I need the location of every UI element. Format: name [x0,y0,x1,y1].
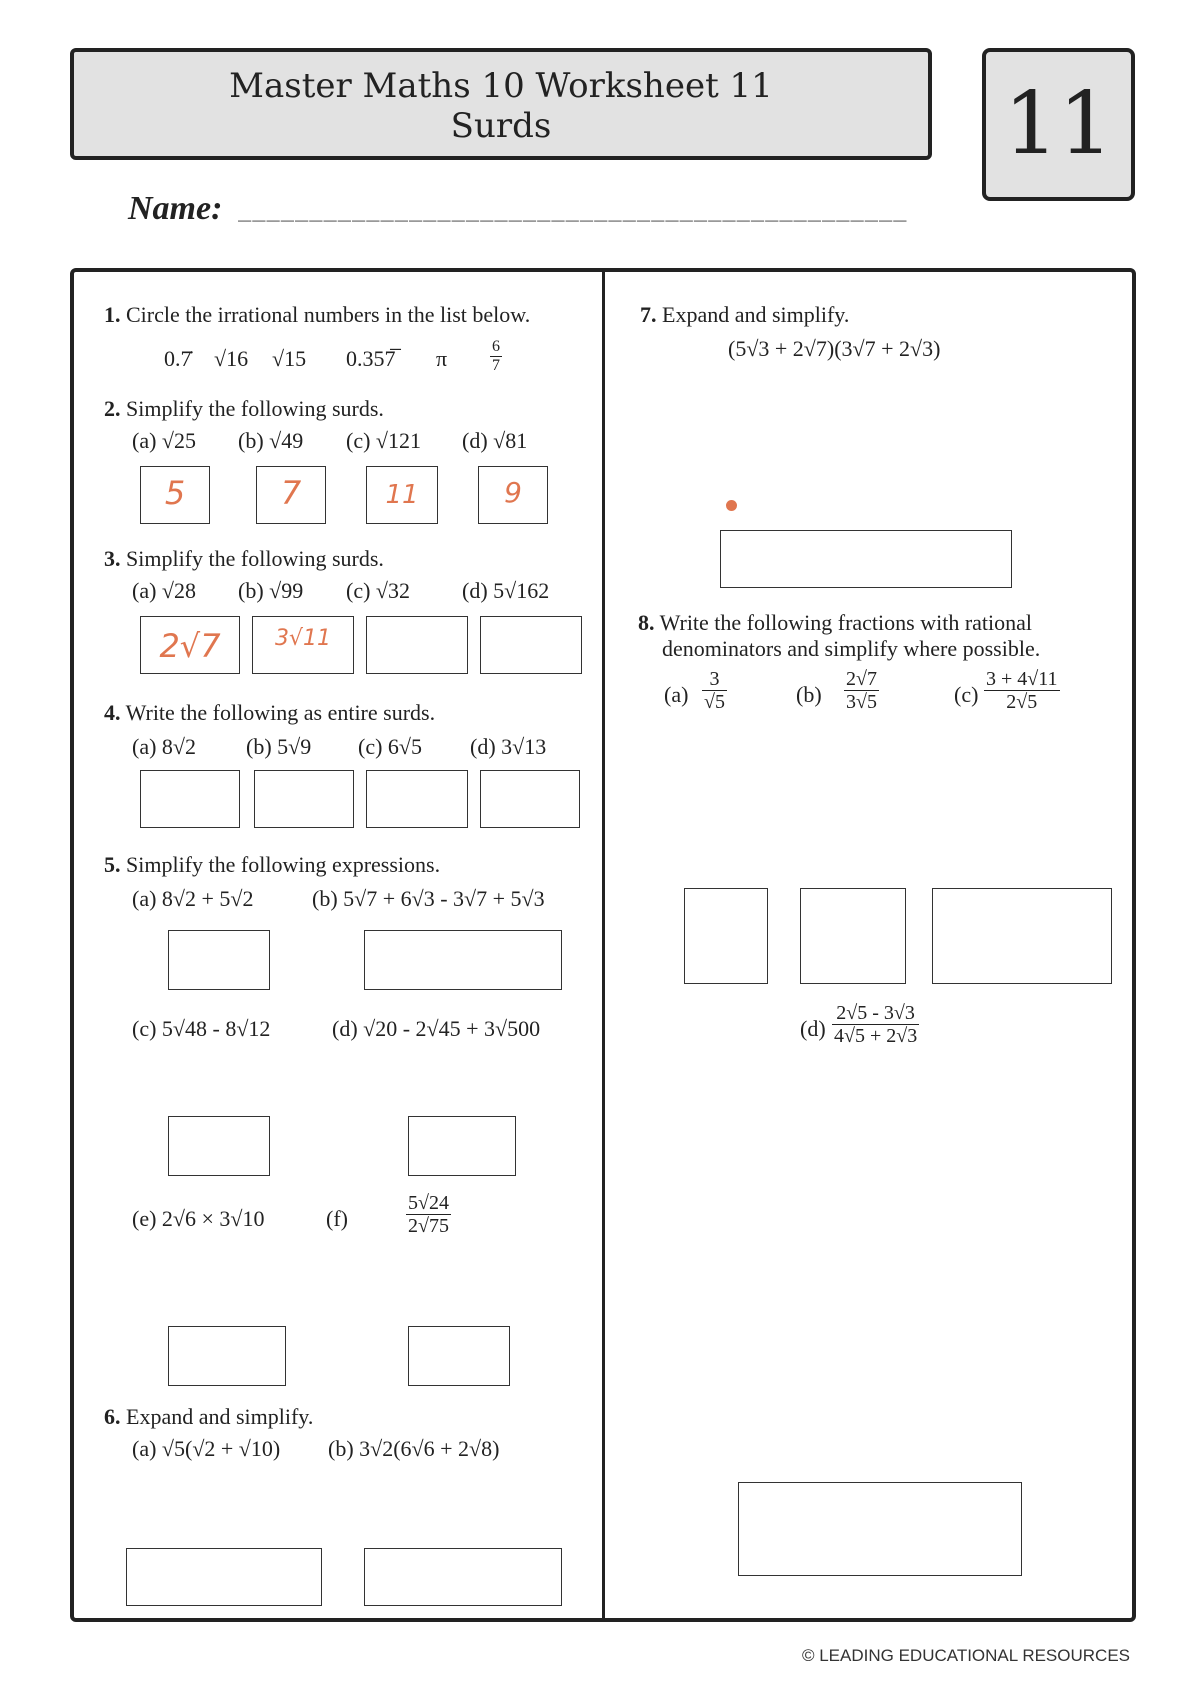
fraction-numerator: 2√7 [846,668,877,690]
q8-part-d-fraction [832,1002,919,1047]
question-number: 7. [640,302,657,327]
question-1 [104,302,530,328]
q6-answer-box-a[interactable] [126,1548,322,1606]
q4-part-b: (b) 5√9 [246,734,312,759]
q1-item-4[interactable]: 0.357̅ [346,346,396,371]
q8-part-d-label: (d) [800,1016,826,1041]
question-5 [104,852,440,878]
q3-answer-box-d[interactable] [480,616,582,674]
fraction-numerator: 3 [702,668,727,691]
worksheet-title: Master Maths 10 Worksheet 11 [229,66,773,106]
question-number: 8. [638,610,655,635]
q5-answer-box-c[interactable] [168,1116,270,1176]
question-number: 3. [104,546,121,571]
question-text: Write the following fractions with rational [659,610,1033,635]
q1-item-2[interactable]: √16 [214,346,249,371]
q8-part-b-fraction [844,668,879,713]
q8-answer-box-b[interactable] [800,888,906,984]
q8-answer-box-c[interactable] [932,888,1112,984]
q3-answer-box-b[interactable]: 3√11 [252,616,354,674]
worksheet-topic: Surds [450,106,552,146]
copyright-footer: © LEADING EDUCATIONAL RESOURCES [801,1646,1130,1665]
fraction-numerator: 5√24 [408,1192,449,1214]
q4-part-c: (c) 6√5 [358,734,422,759]
fraction-denominator: 7 [492,357,500,374]
q5-part-e: (e) 2√6 × 3√10 [132,1206,265,1231]
q4-part-a: (a) 8√2 [132,734,196,759]
q6-part-a: (a) √5(√2 + √10) [132,1436,281,1461]
pen-dot-mark [726,500,737,511]
question-text: Write the following as entire surds. [125,700,436,725]
fraction-numerator: 3 + 4√11 [986,668,1058,690]
q3-part-b: (b) √99 [238,578,304,603]
q2-answer-box-c[interactable]: 11 [366,466,438,524]
q1-item-1[interactable]: 0.7̇ [164,346,192,371]
q5-part-f-fraction [406,1192,451,1237]
q1-item-3[interactable]: √15 [272,346,307,371]
q8-part-c-fraction [984,668,1060,713]
q2-answer-box-b[interactable]: 7 [256,466,326,524]
q3-part-a: (a) √28 [132,578,196,603]
question-text: Simplify the following surds. [126,546,384,571]
q5-part-c: (c) 5√48 - 8√12 [132,1016,271,1041]
question-4 [104,700,435,726]
fraction-denominator: √5 [704,691,725,713]
question-2 [104,396,384,422]
q5-part-d: (d) √20 - 2√45 + 3√500 [332,1016,541,1041]
q4-answer-box-b[interactable] [254,770,354,828]
q1-item-5[interactable]: π [436,346,448,371]
q7-answer-box[interactable] [720,530,1012,588]
q5-answer-box-a[interactable] [168,930,270,990]
question-6 [104,1404,313,1430]
q8-answer-box-a[interactable] [684,888,768,984]
q4-answer-box-c[interactable] [366,770,468,828]
question-text: Expand and simplify. [126,1404,314,1429]
q2-part-c: (c) √121 [346,428,421,453]
q4-part-d: (d) 3√13 [470,734,547,759]
fraction-denominator: 2√5 [1006,691,1038,713]
question-text: Simplify the following surds. [126,396,384,421]
q5-answer-box-b[interactable] [364,930,562,990]
question-7 [640,302,849,328]
q3-part-d: (d) 5√162 [462,578,550,603]
column-divider [602,270,605,1620]
question-text: Expand and simplify. [662,302,850,327]
question-number: 1. [104,302,121,327]
q2-answer-box-a[interactable]: 5 [140,466,210,524]
q6-answer-box-b[interactable] [364,1548,562,1606]
q5-part-a: (a) 8√2 + 5√2 [132,886,254,911]
q5-answer-box-e[interactable] [168,1326,286,1386]
question-8 [638,610,1032,636]
q8-part-a-label: (a) [664,682,689,707]
question-number: 6. [104,1404,121,1429]
worksheet-number-badge: 11 [982,48,1135,201]
q4-answer-box-d[interactable] [480,770,580,828]
question-8-line-2: denominators and simplify where possible. [662,636,1041,661]
question-text: Circle the irrational numbers in the list below. [126,302,531,327]
q3-part-c: (c) √32 [346,578,410,603]
q4-answer-box-a[interactable] [140,770,240,828]
q8-part-b-label: (b) [796,682,822,707]
q5-answer-box-d[interactable] [408,1116,516,1176]
question-number: 2. [104,396,121,421]
question-number: 5. [104,852,121,877]
q6-part-b: (b) 3√2(6√6 + 2√8) [328,1436,500,1461]
title-banner [70,48,932,160]
q2-part-b: (b) √49 [238,428,304,453]
q8-answer-box-d[interactable] [738,1482,1022,1576]
q2-part-d: (d) √81 [462,428,528,453]
q8-part-c-label: (c) [954,682,979,707]
fraction-denominator: 3√5 [846,691,877,713]
fraction-numerator: 2√5 - 3√3 [832,1002,919,1025]
question-number: 4. [104,700,121,725]
q5-answer-box-f[interactable] [408,1326,510,1386]
q1-item-6-fraction[interactable] [490,338,502,375]
q2-part-a: (a) √25 [132,428,196,453]
q5-part-f-label: (f) [326,1206,348,1231]
question-text: Simplify the following expressions. [126,852,441,877]
q2-answer-box-d[interactable]: 9 [478,466,548,524]
fraction-denominator: 2√75 [408,1215,449,1237]
fraction-numerator: 6 [492,338,500,355]
fraction-denominator: 4√5 + 2√3 [834,1025,918,1047]
q3-answer-box-a[interactable]: 2√7 [140,616,240,674]
name-input-line[interactable]: _______________________________________________ [238,197,908,222]
q8-part-a-fraction [702,668,727,713]
question-3 [104,546,384,572]
q5-part-b: (b) 5√7 + 6√3 - 3√7 + 5√3 [312,886,545,911]
name-label: Name: [128,190,223,227]
q7-expression: (5√3 + 2√7)(3√7 + 2√3) [728,336,941,361]
q3-answer-box-c[interactable] [366,616,468,674]
